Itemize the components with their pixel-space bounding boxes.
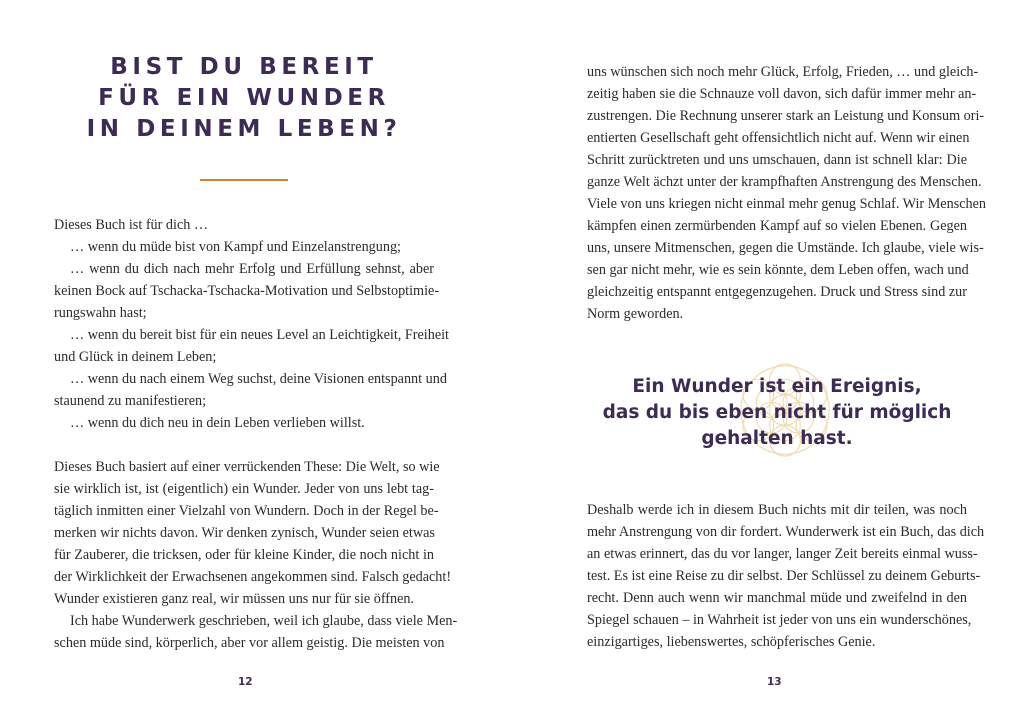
left-body-text — [54, 214, 458, 654]
text-line: … wenn du dich nach mehr Erfolg und Erfüllung sehnst, aber — [70, 261, 434, 277]
text-line: mehr Anstrengung von dir fordert. Wunderwerk ist ein Buch, das dich — [587, 524, 985, 540]
quote-line: Ein Wunder ist ein Ereignis, — [632, 376, 922, 397]
text-line: … wenn du bereit bist für ein neues Level an Leichtigkeit, Freiheit — [70, 327, 450, 343]
text-line: uns, unsere Mitmenschen, gegen die Umstände. Ich glaube, viele wis- — [587, 240, 984, 256]
text-line: sie wirklich ist, ist (eigentlich) ein Wunder. Jeder von uns lebt tag- — [54, 481, 434, 497]
text-line: sen gar nicht mehr, wie es sein könnte, dem Leben offen, wach und — [587, 262, 969, 278]
quote-line: das du bis eben nicht für möglich — [602, 402, 952, 423]
text-line: kämpfen einen zermürbenden Kampf auf so vielen Ebenen. Gegen — [587, 218, 967, 234]
text-line: zustrengen. Die Rechnung unserer stark an Leistung und Konsum ori- — [587, 108, 985, 124]
quote-text — [587, 374, 967, 452]
text-line: Norm geworden. — [587, 306, 684, 322]
text-line: zeitig haben sie die Schnauze voll davon, sich dafür immer mehr an- — [587, 86, 977, 102]
text-line: Ich habe Wunderwerk geschrieben, weil ich glaube, dass viele Men- — [70, 613, 458, 629]
text-line: … wenn du müde bist von Kampf und Einzelanstrengung; — [70, 239, 401, 255]
text-line: merken wir nichts davon. Wir denken zynisch, Wunder seien etwas — [54, 525, 435, 541]
page-number-right: 13 — [767, 676, 782, 688]
title-line: FÜR EIN WUNDER — [98, 85, 390, 111]
text-line: an etwas erinnert, das du vor langer, langer Zeit bereits einmal wuss- — [587, 546, 978, 562]
text-line: ganze Welt ächzt unter der krampfhaften Anstrengung des Menschen. — [587, 174, 982, 190]
text-line: … wenn du nach einem Weg suchst, deine Visionen entspannt und — [70, 371, 447, 387]
quote-line: gehalten hast. — [701, 428, 853, 449]
text-line: gleichzeitig entspannt entgegenzugehen. Druck und Stress sind zur — [587, 284, 967, 300]
text-line: der Wirklichkeit der Erwachsenen angekommen sind. Falsch gedacht! — [54, 569, 452, 585]
text-line: Deshalb werde ich in diesem Buch nichts mit dir teilen, was noch — [587, 502, 967, 518]
chapter-title — [54, 52, 434, 145]
text-line: uns wünschen sich noch mehr Glück, Erfolg, Frieden, … und gleich- — [587, 64, 979, 80]
text-line: Schritt zurücktreten und uns umschauen, dann ist schnell klar: Die — [587, 152, 967, 168]
text-line: Spiegel schauen – in Wahrheit ist jeder von uns ein wunderschönes, — [587, 612, 972, 628]
text-line: test. Es ist eine Reise zu dir selbst. Der Schlüssel zu deinem Geburts- — [587, 568, 981, 584]
text-line: Dieses Buch basiert auf einer verrückenden These: Die Welt, so wie — [54, 459, 440, 475]
right-body-text-bottom — [587, 499, 985, 653]
text-line: Dieses Buch ist für dich … — [54, 217, 209, 233]
page-number-left: 12 — [238, 676, 253, 688]
title-divider — [200, 179, 288, 181]
text-line: Viele von uns kriegen nicht einmal mehr genug Schlaf. Wir Menschen — [587, 196, 987, 212]
text-line: recht. Denn auch wenn wir manchmal müde und zweifelnd in den — [587, 590, 967, 606]
text-line: und Glück in deinem Leben; — [54, 349, 217, 365]
text-line: schen müde sind, körperlich, aber vor allem geistig. Die meisten von — [54, 635, 445, 651]
text-line: keinen Bock auf Tschacka-Tschacka-Motivation und Selbstoptimie- — [54, 283, 440, 299]
text-line: Wunder existieren ganz real, wir müssen uns nur für sie öffnen. — [54, 591, 415, 607]
title-line: IN DEINEM LEBEN? — [86, 116, 402, 142]
title-line: BIST DU BEREIT — [110, 54, 378, 80]
text-line: staunend zu manifestieren; — [54, 393, 207, 409]
right-body-text-top — [587, 61, 987, 325]
text-line: entierten Gesellschaft geht offensichtlich nicht auf. Wenn wir einen — [587, 130, 970, 146]
text-line: einzigartiges, liebenswertes, schöpferisches Genie. — [587, 634, 876, 650]
text-line: täglich inmitten einer Vielzahl von Wundern. Doch in der Regel be- — [54, 503, 439, 519]
text-line: … wenn du dich neu in dein Leben verlieben willst. — [70, 415, 365, 431]
text-line: für Zauberer, die tricksen, oder für kleine Kinder, die noch nicht in — [54, 547, 434, 563]
text-line: rungswahn hast; — [54, 305, 147, 321]
pull-quote — [587, 360, 967, 460]
